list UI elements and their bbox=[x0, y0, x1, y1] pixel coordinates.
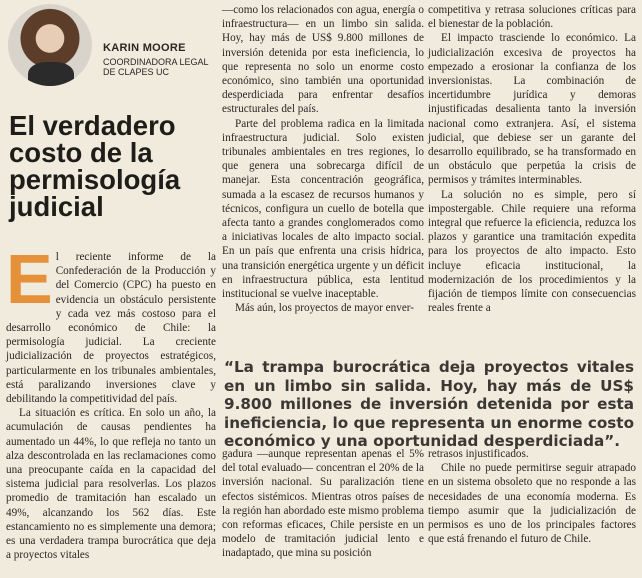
drop-cap: E bbox=[6, 240, 53, 318]
column-2 bbox=[222, 3, 424, 315]
author-block bbox=[6, 4, 211, 86]
paragraph-1 bbox=[6, 240, 216, 406]
paragraph-10: retrasos injustificados. bbox=[428, 448, 529, 460]
paragraph-9: gadura —aunque representan apenas el 5% del total evaluado— concentran el 20% de la inversión nacional. Su paralización tiene efectos sistémicos. Mientras otros países de la región han abordado este mismo problema con reformas eficaces, Chile persiste en un modelo de tramitación judicial lento e inadaptado, que mina su posición bbox=[222, 448, 424, 560]
headline: El verdadero costo de la permisología judicial bbox=[9, 110, 181, 222]
paragraph-4: Parte del problema radica en la limitada infraestructura judicial. Solo existen tribunales ambientales en tres regiones, lo que genera una sobrecarga difícil de manejar. Esta concentración geográfica, sumada a la escasez de recursos humanos y técnicos, configura un cuello de botella que afecta tanto a grandes conglomerados como a iniciativas locales de alto impacto social. En un país que enfrenta una crisis hídrica, una transición energética urgente y un déficit en infraestructura pública, esta lentitud institucional se vuelve inaceptable. bbox=[222, 117, 424, 301]
column-1 bbox=[6, 240, 216, 562]
author-role: COORDINADORA LEGAL DE CLAPES UC bbox=[103, 57, 209, 77]
author-name: KARIN MOORE bbox=[103, 42, 186, 54]
column-3-bottom bbox=[428, 447, 636, 546]
paragraph-11: Chile no puede permitirse seguir atrapado en un sistema obsoleto que no responde a las necesidades de una economía moderna. Es tiempo asumir que la judicialización de permisos es uno de los principales factores que está frenando el futuro de Chile. bbox=[428, 462, 636, 546]
paragraph-2: La situación es crítica. En solo un año, la acumulación de causas pendientes ha aumentado un 44%, lo que refleja no tanto un alza descontrolada en las reclamaciones como una preocupante caída en la capacidad del sistema judicial para resolverlas. Los plazos promedio de tramitación han escalado un 49%, alcanzando los 562 días. Este estancamiento no es simplemente una demora; es una verdadera trampa burocrática que deja a proyectos vitales bbox=[6, 407, 216, 562]
pull-quote: “La trampa burocrática deja proyectos vitales en un limbo sin salida. Hoy, hay más de US$ 9.800 millones de inversión detenida por esta ineficiencia, lo que representa un enorme costo económico y una oportunidad desperdiciada”. bbox=[224, 358, 634, 451]
paragraph-7: El impacto trasciende lo económico. La judicialización excesiva de proyectos ha empezado a erosionar la confianza de los inversionistas. La combinación de incertidumbre jurídica y demoras injustificadas desalienta tanto la inversión nacional como extranjera. Así, el sistema judicial, que debiese ser un garante del desarrollo equilibrado, se ha transformado en un obstáculo que perpetúa la crisis de permisos y trámites interminables. bbox=[428, 32, 636, 187]
paragraph-1-text: l reciente informe de la Confederación de la Producción y del Comercio (CPC) ha puesto en evidencia un obstáculo persistente y cada vez más costoso para el desarrollo económico de Chile: la permisología judicial. La creciente judicialización de proyectos estratégicos, particularmente en los tribunales ambientales, está paralizando inversiones clave y debilitando la competitividad del país. bbox=[6, 251, 216, 406]
column-3 bbox=[428, 3, 636, 315]
paragraph-8: La solución no es simple, pero sí impostergable. Chile requiere una reforma integral que refuerce la eficiencia, reduzca los plazos y garantice una tramitación expedita para los proyectos de alto impacto. Esto incluye eficacia institucional, la modernización de los procedimientos y la fijación de tiempos límite con consecuencias reales frente a bbox=[428, 188, 636, 315]
column-2-bottom bbox=[222, 447, 424, 561]
paragraph-5: Más aún, los proyectos de mayor enver- bbox=[235, 302, 415, 315]
paragraph-6: competitiva y retrasa soluciones críticas para el bienestar de la población. bbox=[428, 4, 636, 31]
paragraph-3: —como los relacionados con agua, energía o infraestructura— en un limbo sin salida. Hoy, hay más de US$ 9.800 millones de inversión detenida por esta ineficiencia, lo que representa no solo un enorme costo económico, sino también una oportunidad desperdiciada para enfrentar desafíos estructurales del país. bbox=[222, 4, 424, 116]
author-photo bbox=[8, 4, 92, 86]
